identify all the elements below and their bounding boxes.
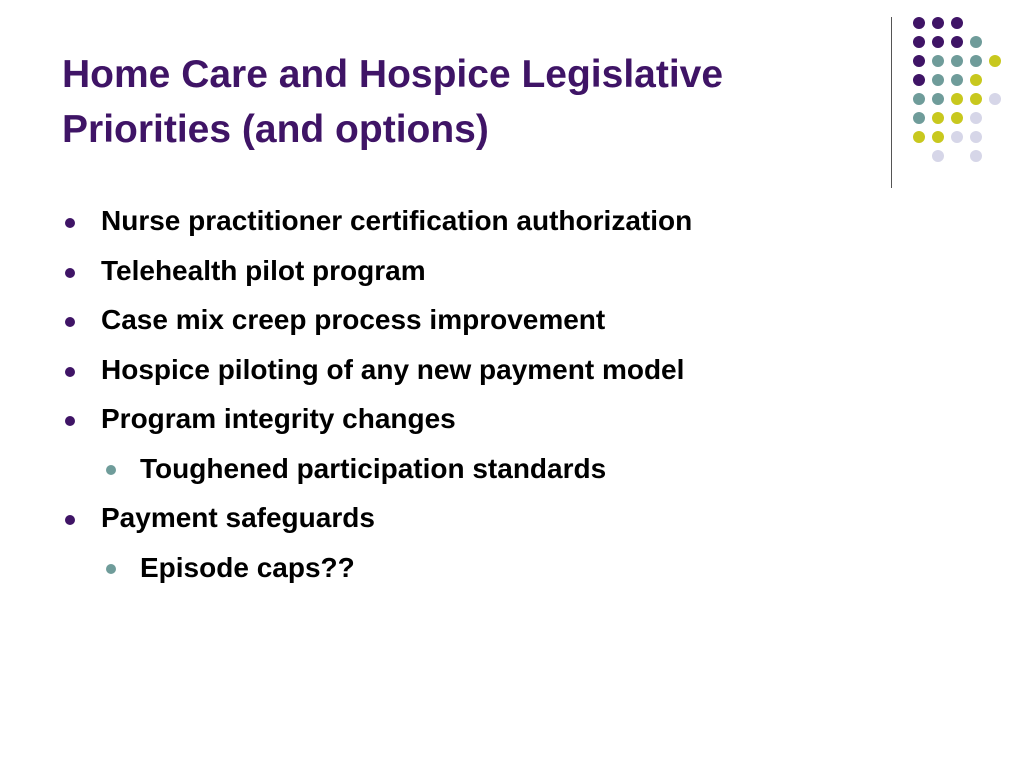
bullet-dot-icon <box>65 218 75 228</box>
decor-dot <box>970 93 982 105</box>
bullet-list <box>0 196 1024 592</box>
decor-dot <box>951 93 963 105</box>
decor-dot <box>951 112 963 124</box>
decor-dot <box>970 131 982 143</box>
decor-dot <box>970 112 982 124</box>
decor-dot <box>951 55 963 67</box>
decor-dot <box>913 74 925 86</box>
bullet-dot-icon <box>65 416 75 426</box>
sub-bullet-item <box>0 543 1024 593</box>
bullet-text: Case mix creep process improvement <box>101 304 606 335</box>
decor-dot <box>932 93 944 105</box>
sub-bullet-dot-icon <box>106 564 116 574</box>
decor-dot <box>913 36 925 48</box>
bullet-dot-icon <box>65 515 75 525</box>
bullet-dot-icon <box>65 268 75 278</box>
bullet-item <box>0 394 1024 444</box>
decor-dot <box>970 36 982 48</box>
decor-dot <box>970 55 982 67</box>
sub-bullet-item <box>0 444 1024 494</box>
bullet-text: Nurse practitioner certification authorization <box>101 205 693 236</box>
decor-dot <box>932 150 944 162</box>
decor-dot <box>913 55 925 67</box>
decor-dot <box>913 93 925 105</box>
bullet-text: Hospice piloting of any new payment model <box>101 353 685 385</box>
decor-dot <box>913 112 925 124</box>
slide-title-line-2: Priorities (and options) <box>62 108 489 151</box>
decor-dot <box>951 17 963 29</box>
decor-dot <box>989 55 1001 67</box>
bullet-item <box>0 493 1024 543</box>
decor-dot <box>970 150 982 162</box>
decor-dot <box>951 131 963 143</box>
decor-dot <box>951 74 963 86</box>
bullet-text: Telehealth pilot program <box>101 254 426 286</box>
decor-dot <box>932 112 944 124</box>
slide-title-line-1: Home Care and Hospice Legislative <box>62 53 724 96</box>
sub-bullet-text: Episode caps?? <box>140 551 355 583</box>
sub-bullet-dot-icon <box>106 465 116 475</box>
decor-dot <box>913 131 925 143</box>
bullet-item <box>0 196 1024 246</box>
decor-dot <box>970 74 982 86</box>
decor-dot <box>913 17 925 29</box>
decor-dot <box>932 36 944 48</box>
decor-dot <box>932 74 944 86</box>
bullet-item <box>0 246 1024 296</box>
decor-dot <box>989 93 1001 105</box>
sub-bullet-text: Toughened participation standards <box>140 452 607 484</box>
bullet-item <box>0 345 1024 395</box>
bullet-item <box>0 295 1024 345</box>
slide-title <box>62 47 862 157</box>
decor-dot <box>932 17 944 29</box>
decor-dot <box>932 131 944 143</box>
decor-dot <box>951 36 963 48</box>
bullet-text: Program integrity changes <box>101 403 456 434</box>
bullet-text: Payment safeguards <box>101 502 375 533</box>
bullet-dot-icon <box>65 367 75 377</box>
bullet-dot-icon <box>65 317 75 327</box>
decor-dot <box>932 55 944 67</box>
vertical-divider <box>891 17 892 188</box>
